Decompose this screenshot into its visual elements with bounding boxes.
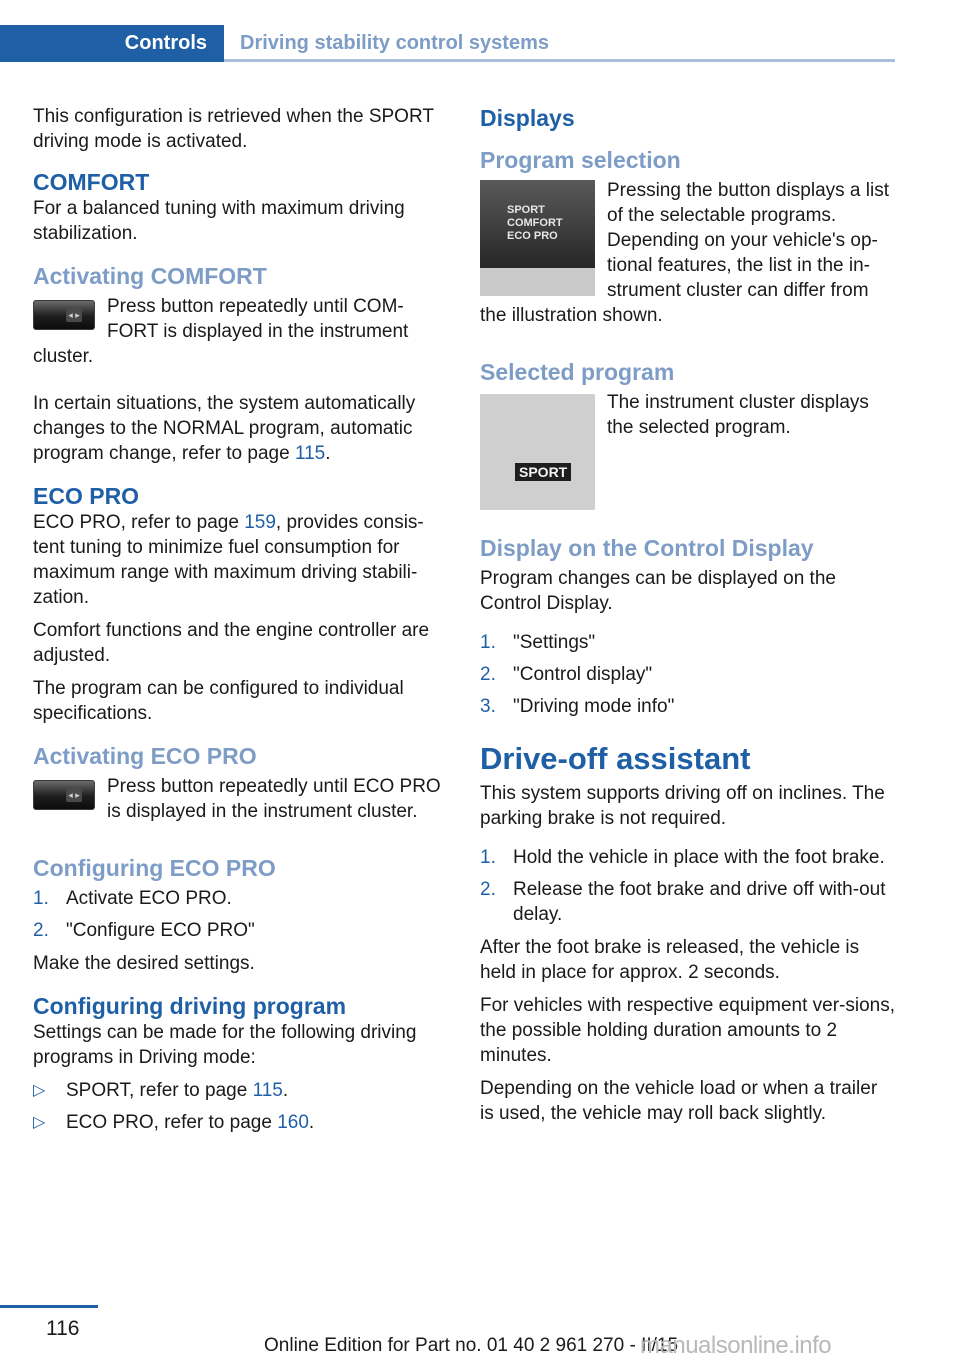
list-item: 3. "Driving mode info" <box>480 696 675 717</box>
list-item: 2. "Configure ECO PRO" <box>33 920 255 941</box>
page-link-115[interactable]: 115 <box>294 443 326 464</box>
list-item: 2. "Control display" <box>480 664 653 685</box>
list-item: 1. Hold the vehicle in place with the foot brake. <box>480 847 885 868</box>
program-selection-heading: Program selection <box>480 147 681 173</box>
eco-pro-text: ECO PRO, refer to page 159, provides consis‐tent tuning to minimize fuel consumption for maximum range with maximum driving stabili‐zation. <box>33 512 424 608</box>
vehicle-load-text: Depending on the vehicle load or when a trailer is used, the vehicle may roll back slightly. <box>480 1078 878 1124</box>
control-display-text: Program changes can be displayed on the Control Display. <box>480 568 836 614</box>
selected-program-badge: SPORT <box>515 463 571 481</box>
selected-program-text: The instrument cluster displays the selected program. <box>607 392 869 438</box>
equipment-text: For vehicles with respective equipment ver‐sions, the possible holding duration amounts to 2 minutes. <box>480 995 896 1066</box>
make-settings-text: Make the desired settings. <box>33 953 255 974</box>
triangle-bullet-icon: ▷ <box>33 1114 46 1131</box>
page-link-159[interactable]: 159 <box>244 512 276 533</box>
configurable-text: The program can be configured to individual specifications. <box>33 678 404 724</box>
activating-eco-pro-text: Press button repeatedly until ECO PRO is displayed in the instrument cluster. <box>107 776 441 822</box>
list-item: 2. Release the foot brake and drive off with‐out delay. <box>480 879 886 925</box>
activating-comfort-text: Press button repeatedly until COM‐FORT is displayed in the instrument cluster. <box>33 296 409 367</box>
list-item: ▷ ECO PRO, refer to page 160. <box>33 1112 315 1133</box>
program-list-display-image <box>480 180 595 296</box>
intro-text: This configuration is retrieved when the SPORT driving mode is activated. <box>33 106 434 152</box>
list-item: 1. "Settings" <box>480 632 596 653</box>
comfort-text: For a balanced tuning with maximum driving stabilization. <box>33 198 405 244</box>
configuring-driving-program-heading: Configuring driving program <box>33 993 347 1019</box>
rocker-icon: ◂ ▸ <box>66 788 82 802</box>
edition-text: Online Edition for Part no. 01 40 2 961 270 - II/15 <box>264 1335 679 1356</box>
auto-change-text: In certain situations, the system automatically changes to the NORMAL program, automatic program change, refer to page 115. <box>33 393 416 464</box>
left-column <box>33 104 448 1143</box>
menu-item-comfort: COMFORT <box>507 217 563 229</box>
program-selection-text: Pressing the button displays a list of the selectable programs. Depending on your vehicle's op‐tional features, the list in the in‐strument cluster can differ from the illustration shown. <box>480 180 889 326</box>
footer-rule <box>0 1305 98 1308</box>
driving-mode-button-image <box>33 780 95 810</box>
held-in-place-text: After the foot brake is released, the vehicle is held in place for approx. 2 seconds. <box>480 937 860 983</box>
configuring-driving-program-text: Settings can be made for the following driving programs in Driving mode: <box>33 1022 417 1068</box>
page-link-115[interactable]: 115 <box>252 1080 283 1101</box>
list-item: ▷ SPORT, refer to page 115. <box>33 1080 289 1101</box>
control-display-steps <box>480 630 896 719</box>
selected-program-heading: Selected program <box>480 359 675 385</box>
page-number: 116 <box>46 1317 80 1340</box>
configuring-eco-pro-steps <box>33 886 448 943</box>
menu-item-sport: SPORT <box>507 204 545 216</box>
chapter-tab[interactable]: Controls <box>0 25 224 62</box>
triangle-bullet-icon: ▷ <box>33 1082 46 1099</box>
control-display-heading: Display on the Control Display <box>480 535 814 561</box>
page-link-160[interactable]: 160 <box>277 1112 309 1133</box>
header-rule <box>224 59 895 62</box>
drive-off-assistant-heading: Drive-off assistant <box>480 741 751 776</box>
driving-program-list <box>33 1078 448 1135</box>
drive-off-steps <box>480 845 896 927</box>
displays-heading: Displays <box>480 105 575 131</box>
section-title: Driving stability control systems <box>240 32 549 54</box>
driving-mode-button-image <box>33 300 95 330</box>
drive-off-assistant-text: This system supports driving off on inclines. The parking brake is not required. <box>480 783 885 829</box>
right-column <box>480 104 896 1134</box>
activating-eco-pro-heading: Activating ECO PRO <box>33 743 257 769</box>
rocker-icon: ◂ ▸ <box>66 308 82 322</box>
configuring-eco-pro-heading: Configuring ECO PRO <box>33 855 276 881</box>
comfort-heading: COMFORT <box>33 169 150 195</box>
page-header <box>0 25 895 62</box>
eco-pro-heading: ECO PRO <box>33 483 140 509</box>
menu-item-eco-pro: ECO PRO <box>507 230 558 242</box>
activating-comfort-heading: Activating COMFORT <box>33 263 267 289</box>
comfort-functions-text: Comfort functions and the engine controller are adjusted. <box>33 620 430 666</box>
list-item: 1. Activate ECO PRO. <box>33 888 232 909</box>
watermark: manualsonline.info <box>640 1332 832 1359</box>
selected-program-display-image <box>480 394 595 510</box>
